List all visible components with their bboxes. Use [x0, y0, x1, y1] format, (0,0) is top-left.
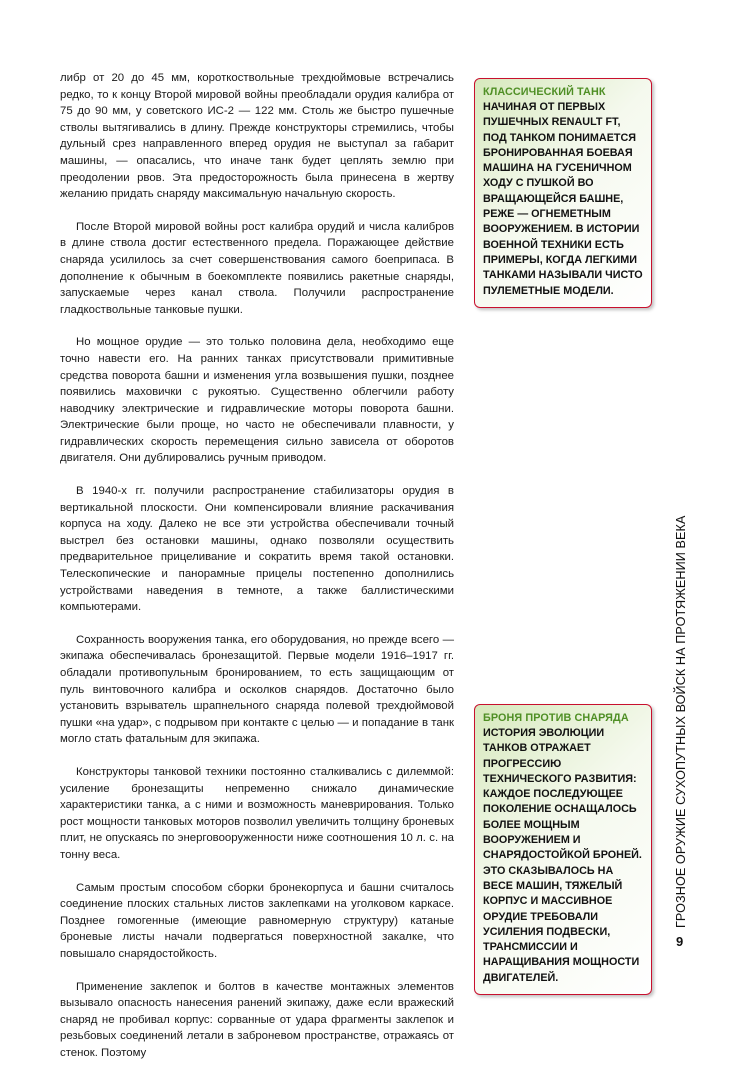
- paragraph-3: Но мощное орудие — это только половина дела, необходимо еще точно навести его. На ранних танках присутствовали примитивные средства поворота башни и изменения угла возвышения пушки, позднее появились маховички с рукоятью. Существенно облегчили работу наводчику электрические и гидравлические моторы поворота башни. Электрические были проще, но часто не обеспечивали плавности, у гидравлических скорость перемещения сильно зависела от оборотов двигателя. Они дублировались ручным приводом.: [60, 336, 454, 465]
- paragraph-2: После Второй мировой войны рост калибра орудий и числа калибров в длине ствола достиг естественного предела. Поражающее действие снаряда усилилось за счет совершенствования самого боеприпаса. В дополнение к обычным в боекомплекте появились ракетные снаряды, запускаемые через канал ствола. Получили распространение гладкоствольные танковые пушки.: [60, 220, 454, 316]
- main-text-column: [60, 70, 454, 1077]
- sidebar-armor-vs-shell-title: БРОНЯ ПРОТИВ СНАРЯДА: [483, 712, 629, 724]
- paragraph-4: В 1940-х гг. получили распространение стабилизаторы орудия в вертикальной плоскости. Они компенсировали влияние раскачивания корпуса на ходу. Далеко не все эти устройства обеспечивали точный выстрел без остановки машины, однако позволяли осуществить предварительное прицеливание и сократить время такой остановки. Телескопические и панорамные прицелы постепенно дополнились устройствами наведения в темноте, а также баллистическими компьютерами.: [60, 485, 454, 614]
- sidebar-armor-vs-shell: [474, 704, 652, 995]
- running-head: ГРОЗНОЕ ОРУЖИЕ СУХОПУТНЫХ ВОЙСК НА ПРОТЯЖЕНИИ ВЕКА: [674, 515, 688, 928]
- paragraph-1: либр от 20 до 45 мм, короткоствольные трехдюймовые встречались редко, то к концу Второй мировой войны преобладали орудия калибра от 75 до 90 мм, у советского ИС-2 — 122 мм. Столь же быстро пушечные стволы вытягивались в длину. Прежде конструкторы стремились, чтобы дульный срез направленного вперед орудия не выступал за габарит машины, — опасались, что иначе танк будет цеплять землю при преодолении рвов. Эта предосторожность была принесена в жертву желанию придать снаряду максимальную начальную скорость.: [60, 72, 454, 201]
- sidebar-armor-vs-shell-text: ИСТОРИЯ ЭВОЛЮЦИИ ТАНКОВ ОТРАЖАЕТ ПРОГРЕССИЮ ТЕХНИЧЕСКОГО РАЗВИТИЯ: КАЖДОЕ ПОСЛЕДУЮЩЕЕ ПОКОЛЕНИЕ ОСНАЩАЛОСЬ БОЛЕЕ МОЩНЫМ ВООРУЖЕНИЕМ И СНАРЯДОСТОЙКОЙ БРОНЕЙ. ЭТО СКАЗЫВАЛОСЬ НА ВЕСЕ МАШИН, ТЯЖЕЛЫЙ КОРПУС И МАССИВНОЕ ОРУДИЕ ТРЕБОВАЛИ УСИЛЕНИЯ ПОДВЕСКИ, ТРАНСМИССИИ И НАРАЩИВАНИЯ МОЩНОСТИ ДВИГАТЕЛЕЙ.: [483, 727, 642, 984]
- paragraph-6: Конструкторы танковой техники постоянно сталкивались с дилеммой: усиление бронезащиты непременно снижало динамические характеристики танка, а с ними и возможность маневрирования. Только рост мощности танковых моторов позволил увеличить толщину броневых плит, не опускаясь по энерговооруженности ниже соотношения 10 л. с. на тонну веса.: [60, 765, 454, 861]
- sidebar-classic-tank-title: КЛАССИЧЕСКИЙ ТАНК: [483, 86, 606, 98]
- paragraph-5: Сохранность вооружения танка, его оборудования, но прежде всего — экипажа обеспечивалась бронезащитой. Первые модели 1916–1917 гг. обладали противопульным бронированием, то есть защищающим от пуль винтовочного калибра и осколков снарядов. Достаточно было установить взрыватель шрапнельного снаряда полевой трехдюймовой пушки «на удар», с подрывом при контакте с целью — и попадание в танк могло стать фатальным для экипажа.: [60, 633, 454, 746]
- page-number: 9: [676, 934, 684, 949]
- sidebar-classic-tank: [474, 78, 652, 308]
- paragraph-8: Применение заклепок и болтов в качестве монтажных элементов вызывало опасность нанесения ранений экипажу, даже если вражеский снаряд не пробивал корпус: сорванные от удара фрагменты заклепок и резьбовых соединений летали в заброневом пространстве, отражаясь от стенок. Поэтому: [60, 980, 454, 1059]
- sidebar-classic-tank-text: НАЧИНАЯ ОТ ПЕРВЫХ ПУШЕЧНЫХ RENAULT FT, ПОД ТАНКОМ ПОНИМАЕТСЯ БРОНИРОВАННАЯ БОЕВАЯ МАШИНА НА ГУСЕНИЧНОМ ХОДУ С ПУШКОЙ ВО ВРАЩАЮЩЕЙСЯ БАШНЕ, РЕЖЕ — ОГНЕМЕТНЫМ ВООРУЖЕНИЕМ. В ИСТОРИИ ВОЕННОЙ ТЕХНИКИ ЕСТЬ ПРИМЕРЫ, КОГДА ЛЕГКИМИ ТАНКАМИ НАЗЫВАЛИ ЧИСТО ПУЛЕМЕТНЫЕ МОДЕЛИ.: [483, 101, 643, 297]
- paragraph-7: Самым простым способом сборки бронекорпуса и башни считалось соединение плоских стальных листов заклепками на уголковом каркасе. Позднее гомогенные (имеющие равномерную структуру) катаные броневые листы начали подвергаться поверхностной закалке, что повышало снарядостойкость.: [60, 881, 454, 960]
